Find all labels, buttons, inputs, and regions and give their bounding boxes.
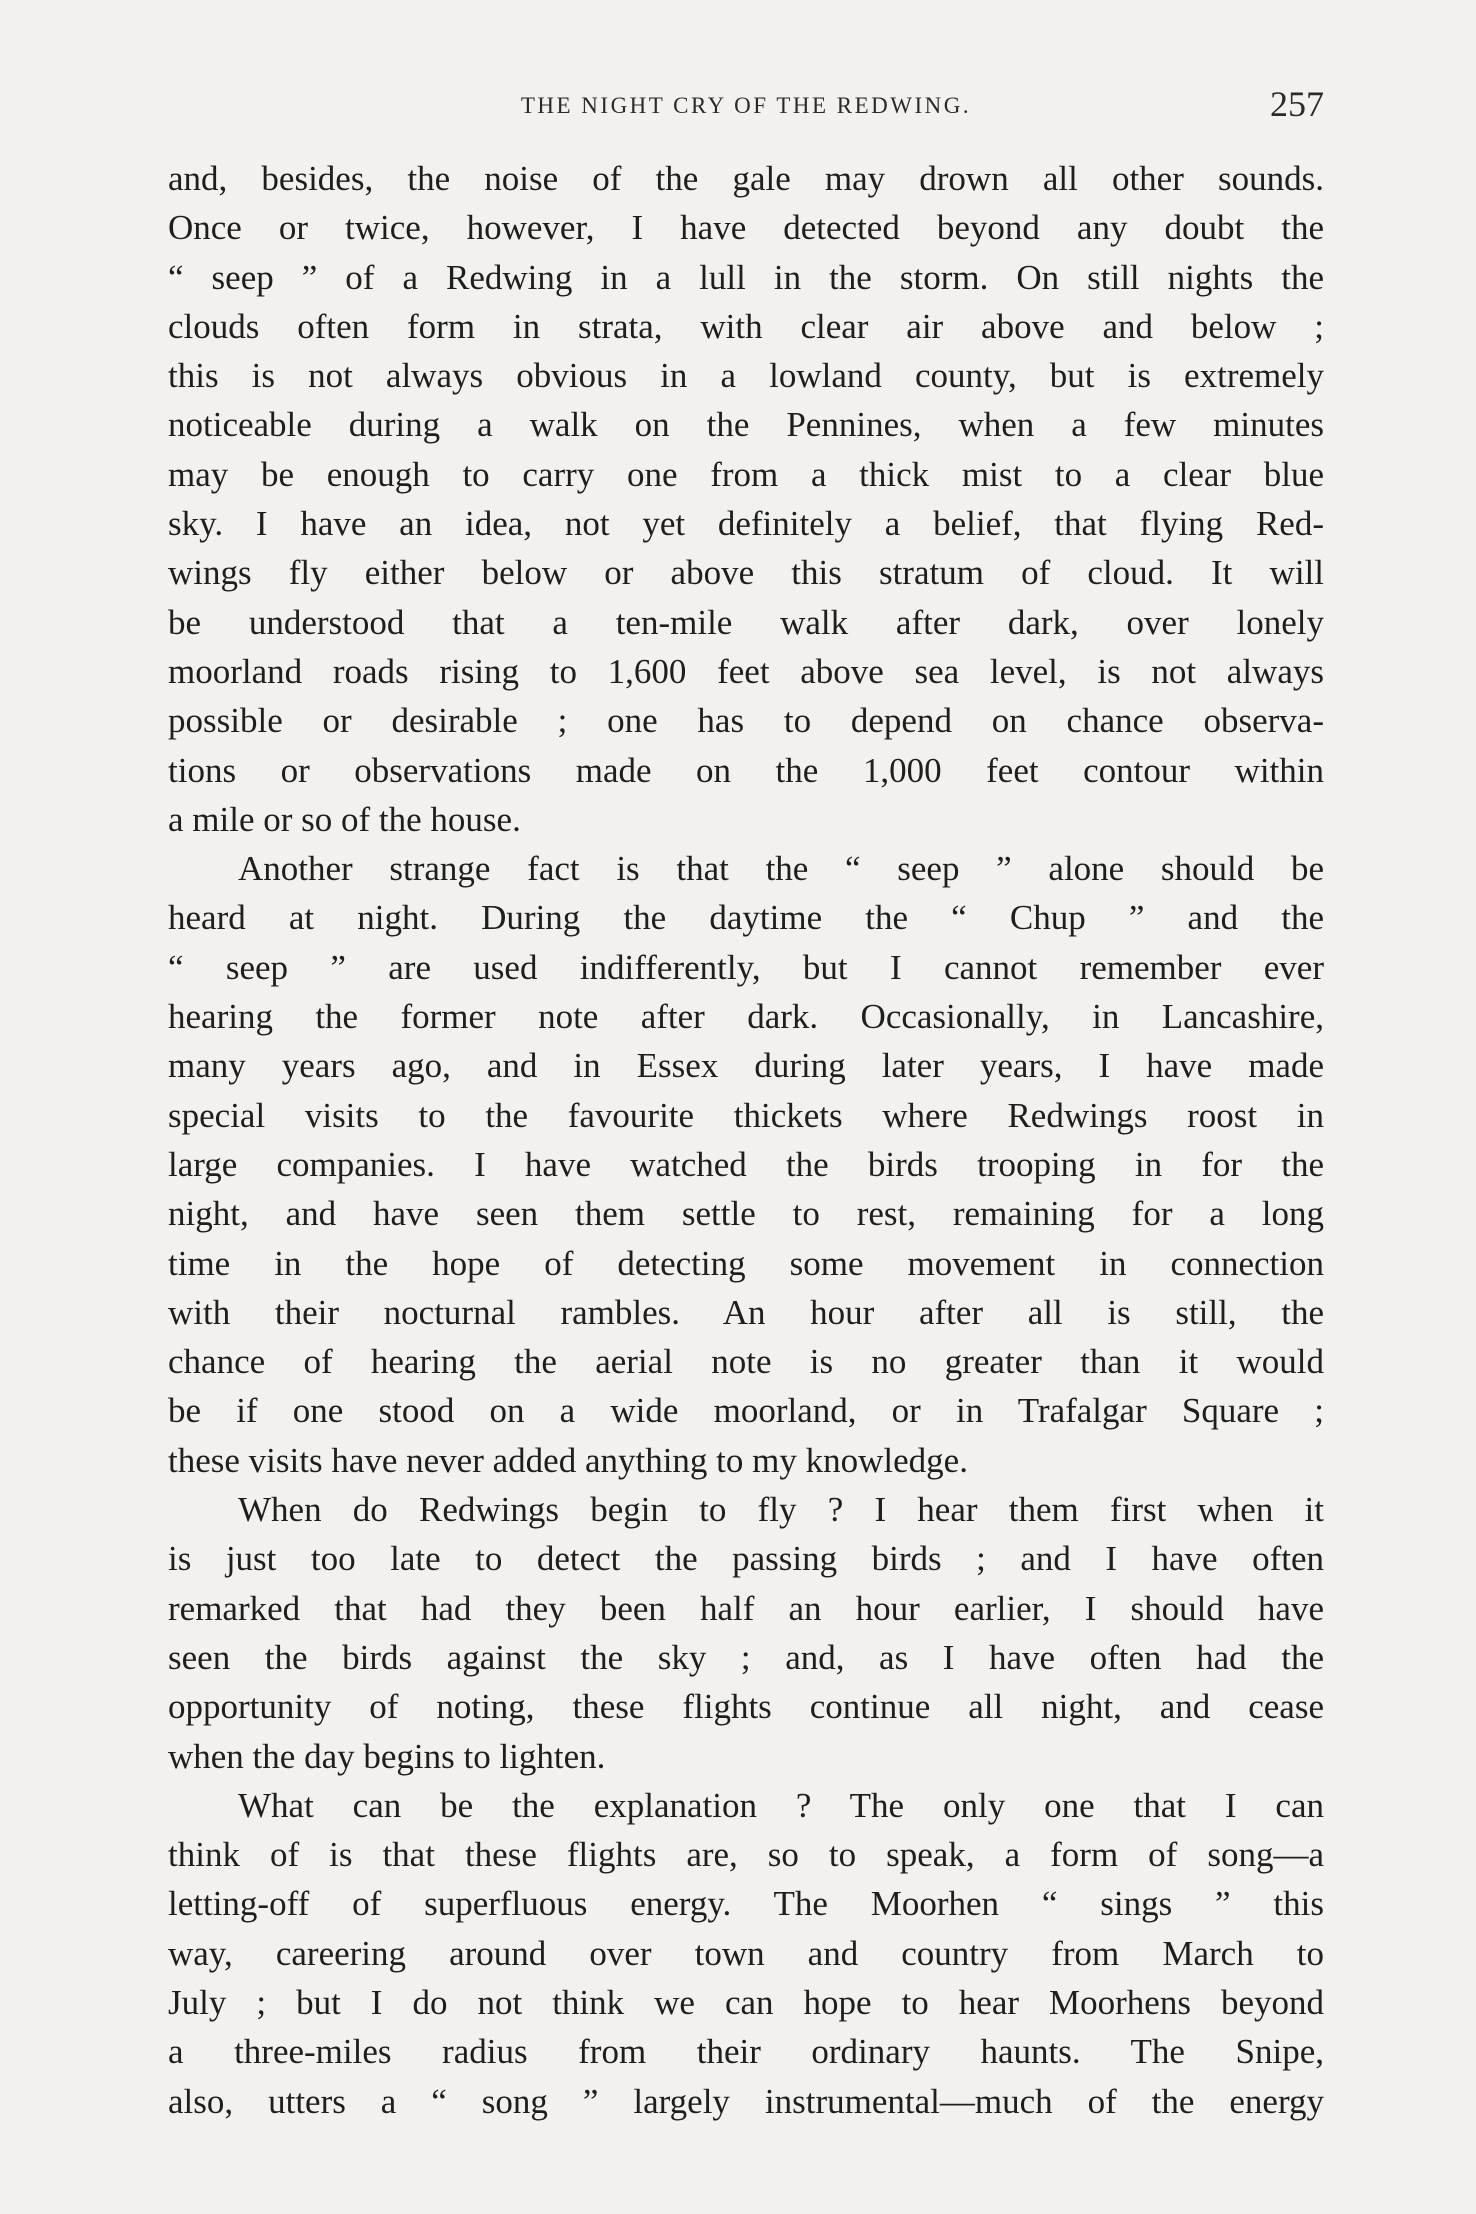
text-line: sky. I have an idea, not yet definitely a belief, that flying Red- (168, 504, 1324, 544)
text-line: wings fly either below or above this stratum of cloud. It will (168, 553, 1324, 593)
text-line: when the day begins to lighten. (168, 1736, 606, 1776)
text-line: special visits to the favourite thickets where Redwings roost in (168, 1095, 1324, 1135)
text-line: also, utters a “ song ” largely instrumental—much of the energy (168, 2081, 1324, 2121)
text-line: What can be the explanation ? The only one that I can (238, 1785, 1324, 1825)
body-text (168, 154, 1324, 2126)
text-line: hearing the former note after dark. Occasionally, in Lancashire, (168, 997, 1324, 1037)
text-line: “ seep ” of a Redwing in a lull in the storm. On still nights the (168, 257, 1324, 297)
text-line: tions or observations made on the 1,000 feet contour within (168, 750, 1324, 790)
paragraph (168, 154, 1324, 844)
text-line: a mile or so of the house. (168, 799, 521, 839)
text-line: way, careering around over town and country from March to (168, 1933, 1324, 1973)
text-line: with their nocturnal rambles. An hour after all is still, the (168, 1292, 1324, 1332)
text-line: this is not always obvious in a lowland county, but is extremely (168, 356, 1324, 396)
paragraph (168, 1485, 1324, 1781)
text-line: moorland roads rising to 1,600 feet above sea level, is not always (168, 651, 1324, 691)
text-line: noticeable during a walk on the Pennines, when a few minutes (168, 405, 1324, 445)
text-line: possible or desirable ; one has to depend on chance observa- (168, 701, 1324, 741)
text-line: chance of hearing the aerial note is no greater than it would (168, 1342, 1324, 1382)
paragraph (168, 844, 1324, 1485)
text-line: seen the birds against the sky ; and, as I have often had the (168, 1637, 1324, 1677)
paragraph (168, 1781, 1324, 2126)
text-line: be understood that a ten-mile walk after dark, over lonely (168, 602, 1324, 642)
text-line: When do Redwings begin to fly ? I hear them first when it (238, 1490, 1324, 1530)
text-line: many years ago, and in Essex during later years, I have made (168, 1046, 1324, 1086)
text-line: Once or twice, however, I have detected beyond any doubt the (168, 208, 1324, 248)
text-line: “ seep ” are used indifferently, but I cannot remember ever (168, 947, 1324, 987)
text-line: remarked that had they been half an hour earlier, I should have (168, 1588, 1324, 1628)
page-number: 257 (1270, 84, 1324, 124)
running-title: THE NIGHT CRY OF THE REDWING. (520, 93, 972, 118)
text-line: may be enough to carry one from a thick mist to a clear blue (168, 454, 1324, 494)
text-line: opportunity of noting, these flights continue all night, and cease (168, 1687, 1324, 1727)
text-line: and, besides, the noise of the gale may drown all other sounds. (168, 159, 1324, 198)
text-line: large companies. I have watched the birds trooping in for the (168, 1144, 1324, 1184)
text-line: these visits have never added anything to my knowledge. (168, 1440, 968, 1480)
text-line: letting-off of superfluous energy. The Moorhen “ sings ” this (168, 1884, 1324, 1924)
text-line: a three-miles radius from their ordinary haunts. The Snipe, (168, 2032, 1324, 2072)
text-line: July ; but I do not think we can hope to hear Moorhens beyond (168, 1982, 1324, 2022)
text-line: Another strange fact is that the “ seep ” alone should be (238, 849, 1324, 889)
text-line: clouds often form in strata, with clear air above and below ; (168, 306, 1324, 346)
text-line: heard at night. During the daytime the “ Chup ” and the (168, 898, 1324, 938)
text-line: time in the hope of detecting some movement in connection (168, 1243, 1324, 1283)
text-line: night, and have seen them settle to rest, remaining for a long (168, 1194, 1324, 1234)
text-line: think of is that these flights are, so to speak, a form of song—a (168, 1835, 1324, 1875)
text-line: be if one stood on a wide moorland, or in Trafalgar Square ; (168, 1391, 1324, 1431)
text-line: is just too late to detect the passing birds ; and I have often (168, 1539, 1324, 1579)
running-head (168, 84, 1324, 128)
